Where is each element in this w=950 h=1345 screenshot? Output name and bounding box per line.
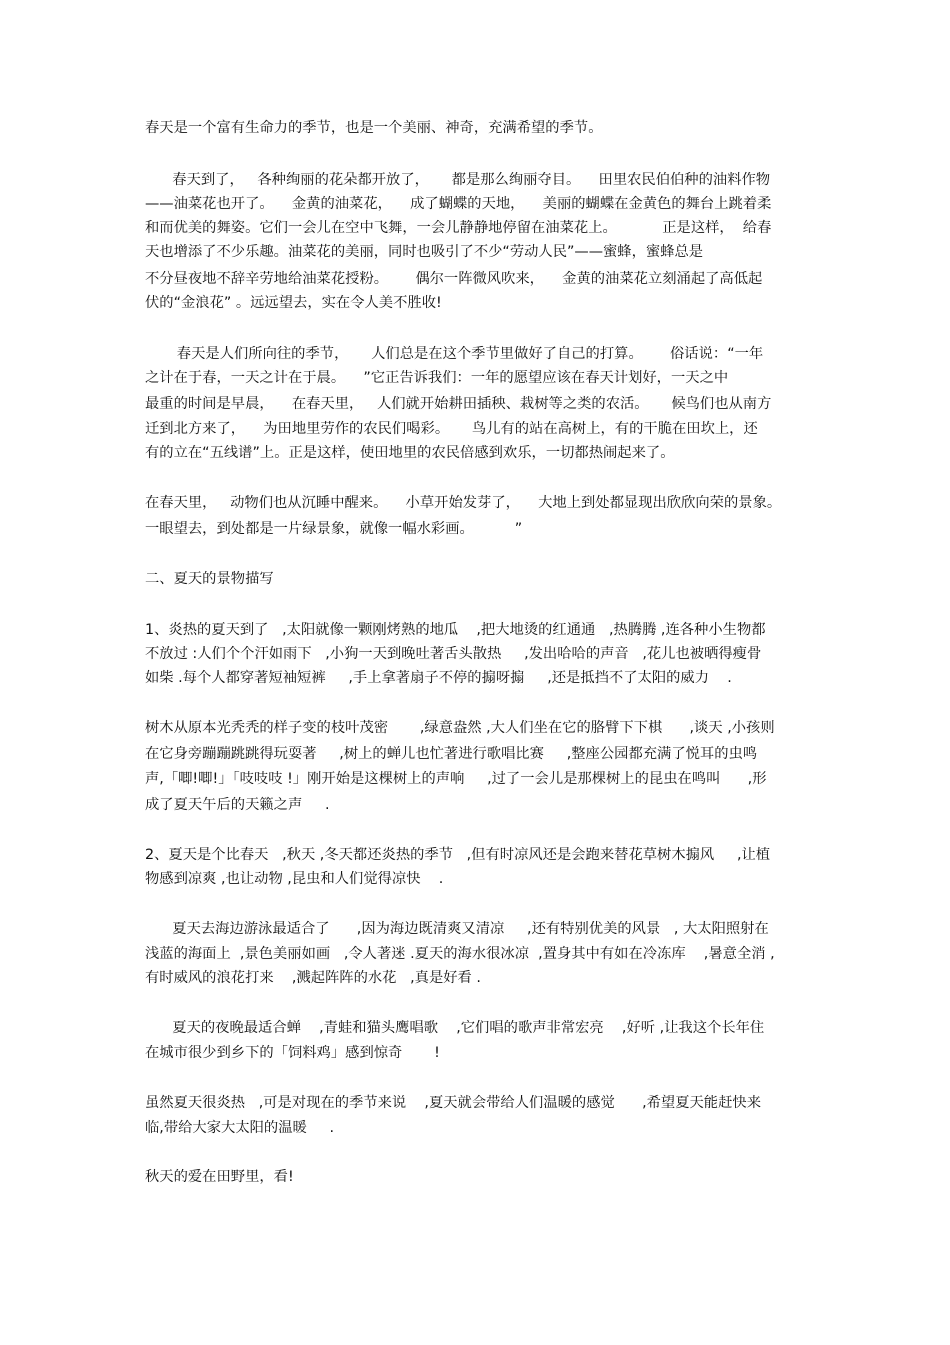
text-line: 不放过 :人们个个汗如雨下 ,小狗一天到晚吐著舌头散热 ,发出哈哈的声音 ,花儿也被晒得瘦骨 bbox=[145, 646, 762, 662]
text-line: 秋天的爱在田野里，看! bbox=[145, 1169, 294, 1185]
text-line: 声,「唧!唧!」「吱吱吱 !」刚开始是这棵树上的声响 ,过了一会儿是那棵树上的昆虫在鸣叫 ,形 bbox=[145, 771, 767, 787]
text-line: 2、夏天是个比春天 ,秋天 ,冬天都还炎热的季节 ,但有时凉风还是会跑来替花草树木搧风 ,让植 bbox=[145, 847, 771, 863]
text-line: 春天是人们所向往的季节， 人们总是在这个季节里做好了自己的打算。 俗话说：“一年 bbox=[145, 346, 764, 362]
text-line: 浅蓝的海面上 ,景色美丽如画 ,令人著迷 .夏天的海水很冰凉 ,置身其中有如在冷冻库 ,暑意全消 , bbox=[145, 946, 775, 962]
section-heading: 二、夏天的景物描写 bbox=[145, 571, 274, 587]
text-line: 临,带给大家大太阳的温暖 . bbox=[145, 1120, 335, 1136]
text-line: 夏天的夜晚最适合蝉 ,青蛙和猫头鹰唱歌 ,它们唱的歌声非常宏亮 ,好听 ,让我这个长年住 bbox=[145, 1020, 765, 1036]
text-line: 春天到了， 各种绚丽的花朵都开放了， 都是那么绚丽夺目。 田里农民伯伯种的油料作物 bbox=[145, 172, 771, 188]
text-line: 迁到北方来了， 为田地里劳作的农民们喝彩。 鸟儿有的站在高树上，有的干脆在田坎上，还 bbox=[145, 421, 758, 437]
text-line: 在春天里， 动物们也从沉睡中醒来。 小草开始发芽了， 大地上到处都显现出欣欣向荣的景象。 bbox=[145, 495, 782, 511]
text-line: ——油菜花也开了。 金黄的油菜花， 成了蝴蝶的天地， 美丽的蝴蝶在金黄色的舞台上跳着柔 bbox=[145, 196, 772, 212]
text-line: 夏天去海边游泳最适合了 ,因为海边既清爽又清凉 ,还有特别优美的风景 , 大太阳照射在 bbox=[145, 921, 769, 937]
text-line: 不分昼夜地不辞辛劳地给油菜花授粉。 偶尔一阵微风吹来， 金黄的油菜花立刻涌起了高低起 bbox=[145, 271, 763, 287]
text-line: 虽然夏天很炎热 ,可是对现在的季节来说 ,夏天就会带给人们温暖的感觉 ,希望夏天能赶快来 bbox=[145, 1095, 761, 1111]
text-line: 成了夏天午后的天籁之声 . bbox=[145, 797, 330, 813]
text-line: 如柴 .每个人都穿著短袖短裤 ,手上拿著扇子不停的搧呀搧 ,还是抵挡不了太阳的威力 . bbox=[145, 670, 732, 686]
text-line: 最重的时间是早晨， 在春天里， 人们就开始耕田插秧、栽树等之类的农活。 候鸟们也从南方 bbox=[145, 396, 772, 412]
text-line: 有时威风的浪花打来 ,溅起阵阵的水花 ,真是好看 . bbox=[145, 970, 481, 986]
text-line: 之计在于春，一天之计在于晨。 ”它正告诉我们：一年的愿望应该在春天计划好，一天之中 bbox=[145, 370, 729, 386]
text-line: 春天是一个富有生命力的季节，也是一个美丽、神奇，充满希望的季节。 bbox=[145, 120, 603, 136]
text-line: 在它身旁蹦蹦跳跳得玩耍著 ,树上的蝉儿也忙著进行歌唱比赛 ,整座公园都充满了悦耳的虫鸣 bbox=[145, 746, 758, 762]
text-line: 有的立在“五线谱”上。正是这样，使田地里的农民倍感到欢乐，一切都热闹起来了。 bbox=[145, 445, 675, 461]
text-line: 一眼望去，到处都是一片绿景象，就像一幅水彩画。 ” bbox=[145, 521, 523, 537]
text-line: 天也增添了不少乐趣。油菜花的美丽，同时也吸引了不少“劳动人民”——蜜蜂，蜜蜂总是 bbox=[145, 244, 704, 260]
text-line: 物感到凉爽 ,也让动物 ,昆虫和人们觉得凉快 . bbox=[145, 871, 444, 887]
text-line: 和而优美的舞姿。它们一会儿在空中飞舞，一会儿静静地停留在油菜花上。 正是这样， 给春 bbox=[145, 220, 772, 236]
text-line: 伏的“金浪花” 。远远望去，实在令人美不胜收! bbox=[145, 295, 442, 311]
text-line: 1、炎热的夏天到了 ,太阳就像一颗刚烤熟的地瓜 ,把大地烫的红通通 ,热腾腾 ,连各种小生物都 bbox=[145, 622, 766, 638]
text-line: 在城市很少到乡下的「饲料鸡」感到惊奇 ! bbox=[145, 1045, 440, 1061]
text-line: 树木从原本光秃秃的样子变的枝叶茂密 ,绿意盎然 ,大人们坐在它的胳臂下下棋 ,谈天 ,小孩则 bbox=[145, 720, 775, 736]
